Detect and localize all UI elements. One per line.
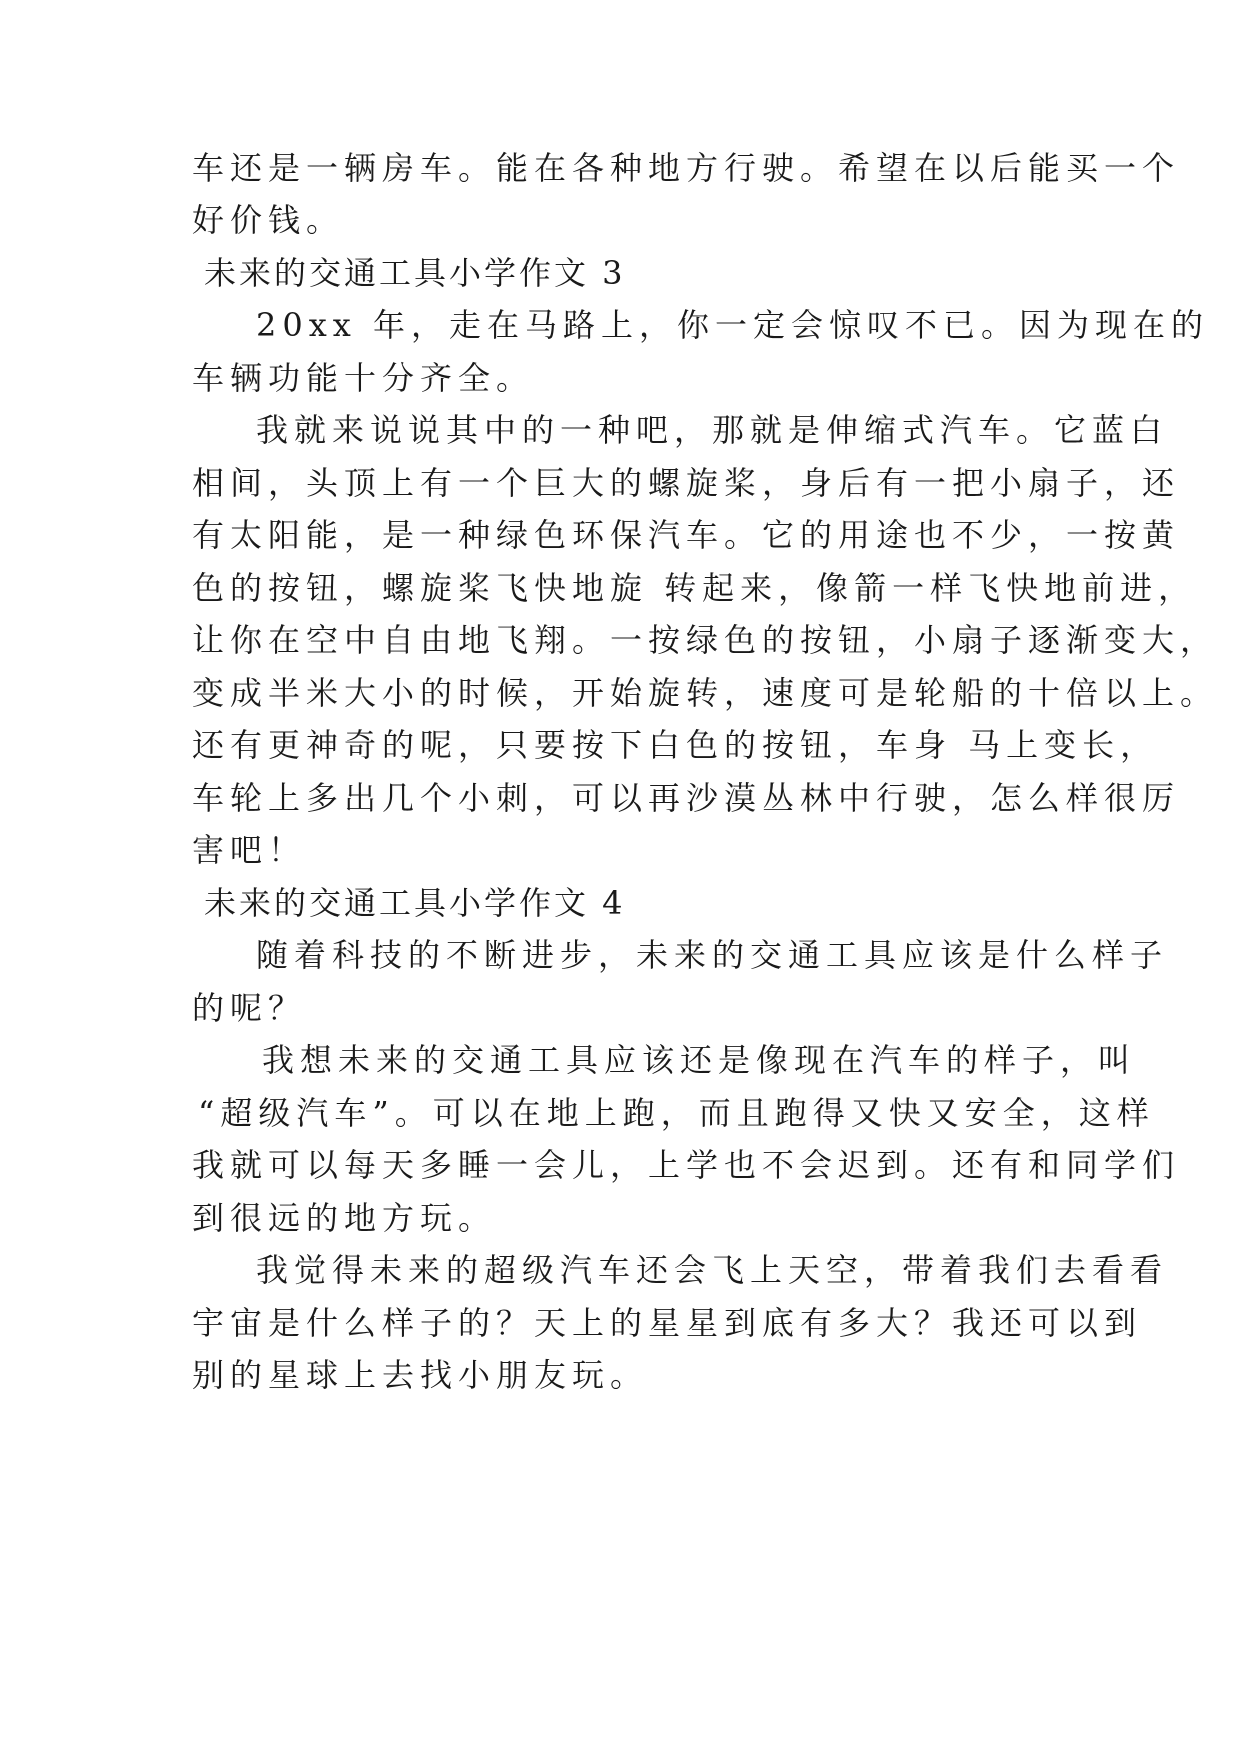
- paragraph-line: 宇宙是什么样子的？天上的星星到底有多大？我还可以到: [192, 1304, 1143, 1342]
- paragraph-line: 我就来说说其中的一种吧，那就是伸缩式汽车。它蓝白: [256, 411, 1169, 449]
- paragraph-line: 我觉得未来的超级汽车还会飞上天空，带着我们去看看: [256, 1251, 1169, 1289]
- paragraph-line: 的呢？: [192, 989, 307, 1027]
- paragraph-line: “超级汽车”。可以在地上跑，而且跑得又快又安全，这样: [198, 1094, 1155, 1132]
- paragraph-line: 变成半米大小的时候，开始旋转，速度可是轮船的十倍以上。: [192, 674, 1219, 712]
- paragraph-line: 随着科技的不断进步，未来的交通工具应该是什么样子: [256, 936, 1169, 974]
- paragraph-line: 车辆功能十分齐全。: [192, 359, 535, 397]
- section-heading: 未来的交通工具小学作文 3: [204, 254, 626, 292]
- paragraph-line: 相间，头顶上有一个巨大的螺旋桨，身后有一把小扇子，还: [192, 464, 1181, 502]
- paragraph-line: 别的星球上去找小朋友玩。: [192, 1356, 649, 1394]
- paragraph-line: 害吧！: [192, 831, 307, 869]
- paragraph-line: 我就可以每天多睡一会儿，上学也不会迟到。还有和同学们: [192, 1146, 1181, 1184]
- paragraph-line: 我想未来的交通工具应该还是像现在汽车的样子，叫: [262, 1041, 1137, 1079]
- paragraph-line: 让你在空中自由地飞翔。一按绿色的按钮，小扇子逐渐变大，: [192, 621, 1219, 659]
- paragraph-line: 车轮上多出几个小刺，可以再沙漠丛林中行驶，怎么样很厉: [192, 779, 1181, 817]
- paragraph-line: 20xx 年，走在马路上，你一定会惊叹不已。因为现在的: [256, 306, 1209, 344]
- text-line: 车还是一辆房车。能在各种地方行驶。希望在以后能买一个: [192, 149, 1181, 187]
- section-heading: 未来的交通工具小学作文 4: [204, 884, 626, 922]
- paragraph-line: 到很远的地方玩。: [192, 1199, 497, 1237]
- text-line: 好价钱。: [192, 201, 345, 239]
- paragraph-line: 色的按钮，螺旋桨飞快地旋 转起来，像箭一样飞快地前进，: [192, 569, 1197, 607]
- paragraph-line: 有太阳能，是一种绿色环保汽车。它的用途也不少，一按黄: [192, 516, 1181, 554]
- paragraph-line: 还有更神奇的呢，只要按下白色的按钮，车身 马上变长，: [192, 726, 1159, 764]
